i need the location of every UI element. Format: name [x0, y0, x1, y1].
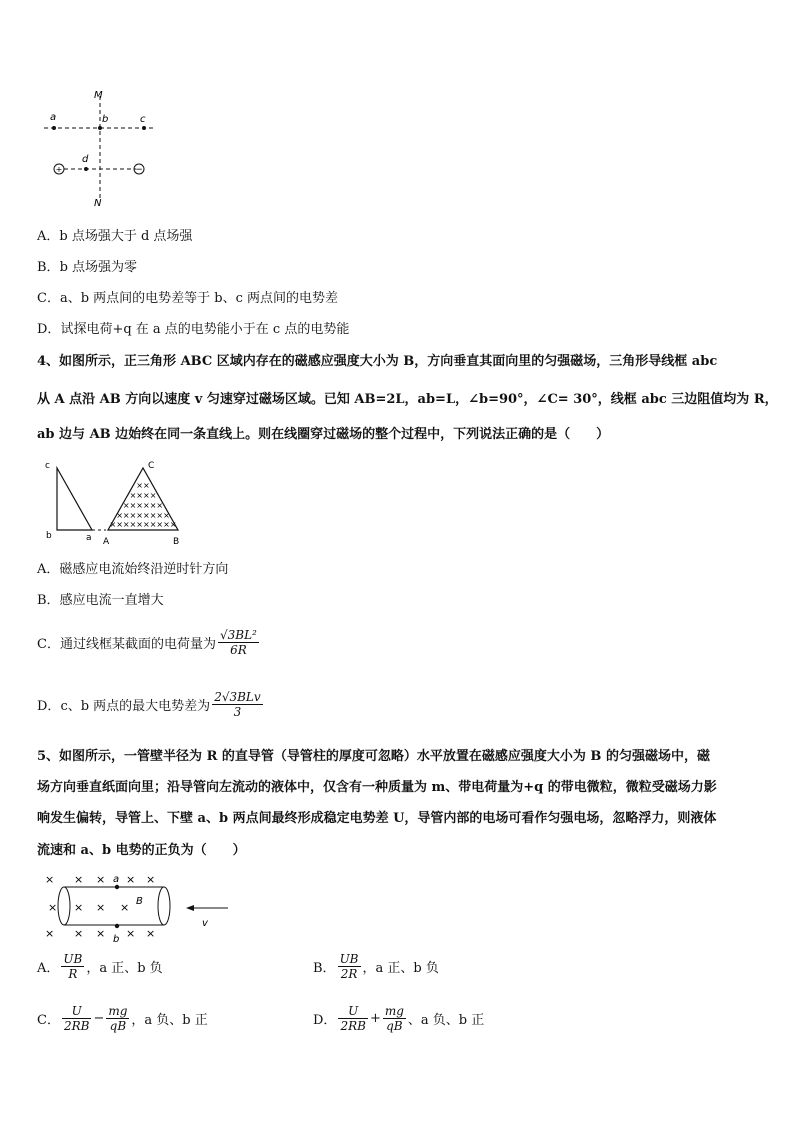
q4-stem-line1: 4、如图所示，正三角形 ABC 区域内存在的磁感应强度大小为 B，方向垂直其面向里的匀强磁场，三角形导线框 abc [37, 354, 718, 369]
q5-option-b: B． $\frac{UB}{2R}$ ，a 正、b 负 [313, 952, 439, 981]
fraction: $\frac{mg}{qB}$ [384, 1004, 404, 1033]
label-C: C [148, 461, 155, 471]
q4-option-a: A．磁感应电流始终沿逆时针方向 [37, 562, 229, 577]
label-c: c [140, 114, 146, 125]
svg-text:×: × [96, 873, 106, 886]
q3-option-c: C．a、b 两点间的电势差等于 b、c 两点间的电势差 [37, 291, 339, 306]
q4-stem-line2: 从 A 点沿 AB 方向以速度 v 匀速穿过磁场区域。已知 AB=2L，ab=L，∠b=90°，∠C= 30°，线框 abc 三边阻值均为 R， [37, 392, 778, 407]
charge-field-figure [36, 86, 186, 211]
triangle-field-figure [40, 458, 200, 550]
fraction: $\frac{\text{2√3BLv}}{3}$ [214, 690, 261, 719]
q3-option-a: A．b 点场强大于 d 点场强 [37, 229, 193, 244]
label-b: b [102, 114, 109, 125]
label-a-pipe: a [113, 874, 120, 885]
q5-option-d: D． $\frac{U}{2RB}$ + $\frac{mg}{qB}$ 、a 负、b 正 [313, 1004, 485, 1033]
label-B-pipe: B [136, 896, 143, 907]
svg-text:××××××××: ×××××××× [116, 511, 170, 520]
svg-text:×: × [146, 873, 156, 886]
label-v: v [202, 918, 208, 929]
fraction: $\frac{UB}{2R}$ [339, 952, 359, 981]
label-M: M [94, 90, 103, 101]
q3-option-b: B．b 点场强为零 [37, 260, 138, 275]
svg-text:×: × [96, 927, 106, 940]
label-b-pipe: b [113, 934, 120, 945]
q4-stem-line3: ab 边与 AB 边始终在同一条直线上。则在线圈穿过磁场的整个过程中，下列说法正确的是（ ） [37, 427, 610, 442]
q5-option-c: C． $\frac{U}{2RB}$ − $\frac{mg}{qB}$ ，a 负、b 正 [37, 1004, 208, 1033]
svg-text:××××: ×××× [129, 491, 157, 500]
label-a: a [50, 112, 57, 123]
q5-stem-line1: 5、如图所示，一管壁半径为 R 的直导管（导管柱的厚度可忽略）水平放置在磁感应强度大小为 B 的匀强磁场中，磁 [37, 749, 710, 764]
q5-option-a: A． $\frac{UB}{R}$ ，a 正、b 负 [37, 952, 163, 981]
svg-text:×: × [74, 927, 84, 940]
svg-text:×: × [48, 901, 58, 914]
svg-text:××××××: ×××××× [122, 501, 164, 510]
q4-option-d: D． c、b 两点的最大电势差为 $\frac{\text{2√3BLv}}{3}$ [37, 690, 261, 719]
label-d: d [82, 154, 89, 165]
charge-plus-symbol: + [55, 165, 63, 174]
fraction: $\frac{UB}{R}$ [63, 952, 83, 981]
q3-option-d: D．试探电荷+q 在 a 点的电势能小于在 c 点的电势能 [37, 322, 350, 337]
label-A: A [103, 537, 110, 547]
svg-text:×: × [126, 927, 136, 940]
svg-text:×: × [45, 873, 55, 886]
svg-text:××: ×× [136, 481, 150, 490]
fraction: $\frac{\text{√3BL²}}{6R}$ [219, 628, 257, 657]
svg-text:×: × [120, 901, 130, 914]
fraction: $\frac{mg}{qB}$ [108, 1004, 128, 1033]
fraction: $\frac{U}{2RB}$ [340, 1004, 366, 1033]
svg-text:×: × [74, 873, 84, 886]
label-b-small: b [46, 531, 52, 541]
svg-text:××××××××××: ×××××××××× [109, 520, 177, 529]
svg-text:×: × [96, 901, 106, 914]
q5-stem-line4: 流速和 a、b 电势的正负为（ ） [37, 843, 246, 858]
q5-stem-line3: 响发生偏转，导管上、下壁 a、b 两点间最终形成稳定电势差 U，导管内部的电场可看作匀强电场，忽略浮力，则液体 [37, 811, 717, 826]
charge-minus-symbol: − [135, 165, 143, 175]
pipe-field-figure [40, 870, 240, 945]
label-N: N [94, 198, 102, 209]
svg-text:×: × [146, 927, 156, 940]
q4-option-c: C． 通过线框某截面的电荷量为 $\frac{\text{√3BL²}}{6R}$ [37, 628, 257, 657]
q4-option-b: B．感应电流一直增大 [37, 593, 164, 608]
label-a-small: a [86, 533, 92, 543]
q5-stem-line2: 场方向垂直纸面向里；沿导管向左流动的液体中，仅含有一种质量为 m、带电荷量为+q 的带电微粒，微粒受磁场力影 [37, 780, 717, 795]
svg-text:×: × [126, 873, 136, 886]
label-c-small: c [45, 461, 50, 471]
svg-text:×: × [74, 901, 84, 914]
svg-text:×: × [45, 927, 55, 940]
fraction: $\frac{U}{2RB}$ [63, 1004, 90, 1033]
label-B: B [173, 537, 180, 547]
